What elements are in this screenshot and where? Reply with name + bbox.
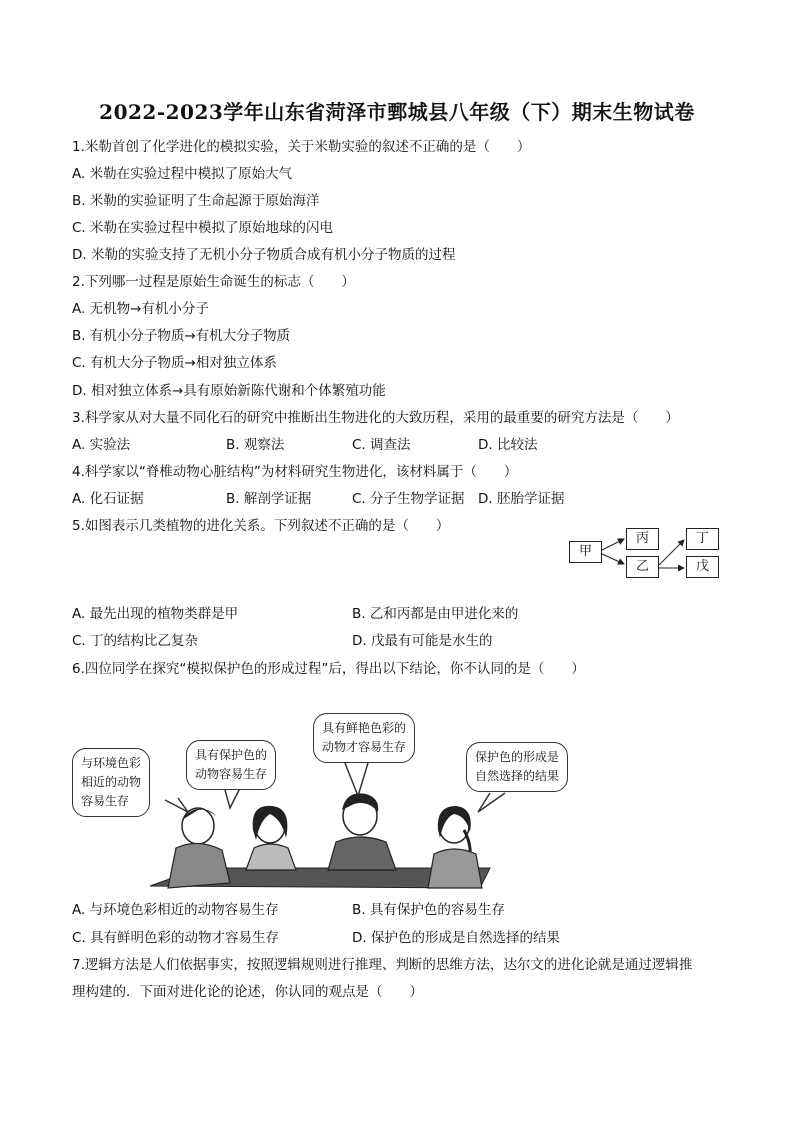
q6-option-a: A. 与环境色彩相近的动物容易生存 xyxy=(72,902,279,918)
node-bing: 丙 xyxy=(626,528,659,550)
bubble-2-line-1: 具有保护色的 xyxy=(195,748,268,762)
node-wu: 戊 xyxy=(686,556,719,578)
q7-stem-line-1: 7.逻辑方法是人们依据事实，按照逻辑规则进行推理、判断的思维方法，达尔文的进化论就是通过逻辑推 xyxy=(72,957,693,973)
arrow-yi-ding xyxy=(659,540,684,565)
bubble-tail-4 xyxy=(478,793,505,812)
q1-option-d: D. 米勒的实验支持了无机小分子物质合成有机小分子物质的过程 xyxy=(72,247,456,263)
speech-bubble-2 xyxy=(186,740,276,790)
q6-option-b: B. 具有保护色的容易生存 xyxy=(352,902,505,918)
q1-option-c: C. 米勒在实验过程中模拟了原始地球的闪电 xyxy=(72,220,334,236)
q4-option-c: C. 分子生物学证据 xyxy=(352,491,465,507)
node-ding: 丁 xyxy=(686,528,719,550)
q3-option-b: B. 观察法 xyxy=(226,437,285,453)
student-2 xyxy=(246,806,296,870)
q1-option-a: A. 米勒在实验过程中模拟了原始大气 xyxy=(72,166,293,182)
bubble-1-line-3: 容易生存 xyxy=(81,794,130,808)
q6-stem: 6.四位同学在探究“模拟保护色的形成过程”后，得出以下结论，你不认同的是（ ） xyxy=(72,661,585,677)
bubble-1-line-1: 与环境色彩 xyxy=(81,756,142,770)
arrow-jia-bing xyxy=(600,539,624,551)
q5-option-b: B. 乙和丙都是由甲进化来的 xyxy=(352,606,519,622)
speech-bubble-1 xyxy=(72,748,150,817)
q1-option-b: B. 米勒的实验证明了生命起源于原始海洋 xyxy=(72,193,320,209)
q1-stem: 1.米勒首创了化学进化的模拟实验，关于米勒实验的叙述不正确的是（ ） xyxy=(72,139,531,155)
q3-stem: 3.科学家从对大量不同化石的研究中推断出生物进化的大致历程，采用的最重要的研究方法是（ ） xyxy=(72,410,679,426)
bubble-4-line-2: 自然选择的结果 xyxy=(475,769,560,783)
speech-bubble-3 xyxy=(313,713,415,763)
q6-option-d: D. 保护色的形成是自然选择的结果 xyxy=(352,930,560,946)
bubble-2-line-2: 动物容易生存 xyxy=(195,767,268,781)
q4-option-d: D. 胚胎学证据 xyxy=(478,491,565,507)
bubble-tail-2 xyxy=(225,788,240,808)
q5-option-d: D. 戊最有可能是水生的 xyxy=(352,633,493,649)
q6-option-c: C. 具有鲜明色彩的动物才容易生存 xyxy=(72,930,280,946)
q3-option-d: D. 比较法 xyxy=(478,437,538,453)
arrow-jia-yi xyxy=(600,553,624,564)
q4-stem: 4.科学家以“脊椎动物心脏结构”为材料研究生物进化，该材料属于（ ） xyxy=(72,464,518,480)
q7-stem-line-2: 理构建的．下面对进化论的论述，你认同的观点是（ ） xyxy=(72,984,423,1000)
node-yi: 乙 xyxy=(626,556,659,578)
speech-bubble-4 xyxy=(466,742,568,792)
q4-option-a: A. 化石证据 xyxy=(72,491,144,507)
q2-option-c: C. 有机大分子物质→相对独立体系 xyxy=(72,355,277,371)
q2-stem: 2.下列哪一过程是原始生命诞生的标志（ ） xyxy=(72,274,355,290)
q3-option-c: C. 调查法 xyxy=(352,437,411,453)
bubble-3-line-2: 动物才容易生存 xyxy=(322,740,407,754)
q5-option-a: A. 最先出现的植物类群是甲 xyxy=(72,606,239,622)
bubble-4-line-1: 保护色的形成是 xyxy=(475,750,560,764)
node-jia: 甲 xyxy=(569,541,602,563)
q2-option-d: D. 相对独立体系→具有原始新陈代谢和个体繁殖功能 xyxy=(72,383,386,399)
bubble-tail-3 xyxy=(345,763,368,796)
page-title: 2022-2023学年山东省菏泽市鄄城县八年级（下）期末生物试卷 xyxy=(99,100,695,124)
q5-stem: 5.如图表示几类植物的进化关系。下列叙述不正确的是（ ） xyxy=(72,518,450,534)
student-4 xyxy=(428,806,482,888)
bubble-3-line-1: 具有鲜艳色彩的 xyxy=(322,721,407,735)
bubble-1-line-2: 相近的动物 xyxy=(81,775,142,789)
student-1 xyxy=(168,808,230,888)
q2-option-b: B. 有机小分子物质→有机大分子物质 xyxy=(72,328,291,344)
bubble-tail-1 xyxy=(165,798,188,812)
student-3 xyxy=(328,793,396,870)
q2-option-a: A. 无机物→有机小分子 xyxy=(72,301,209,317)
q4-option-b: B. 解剖学证据 xyxy=(226,491,312,507)
q3-option-a: A. 实验法 xyxy=(72,437,131,453)
q5-option-c: C. 丁的结构比乙复杂 xyxy=(72,633,199,649)
